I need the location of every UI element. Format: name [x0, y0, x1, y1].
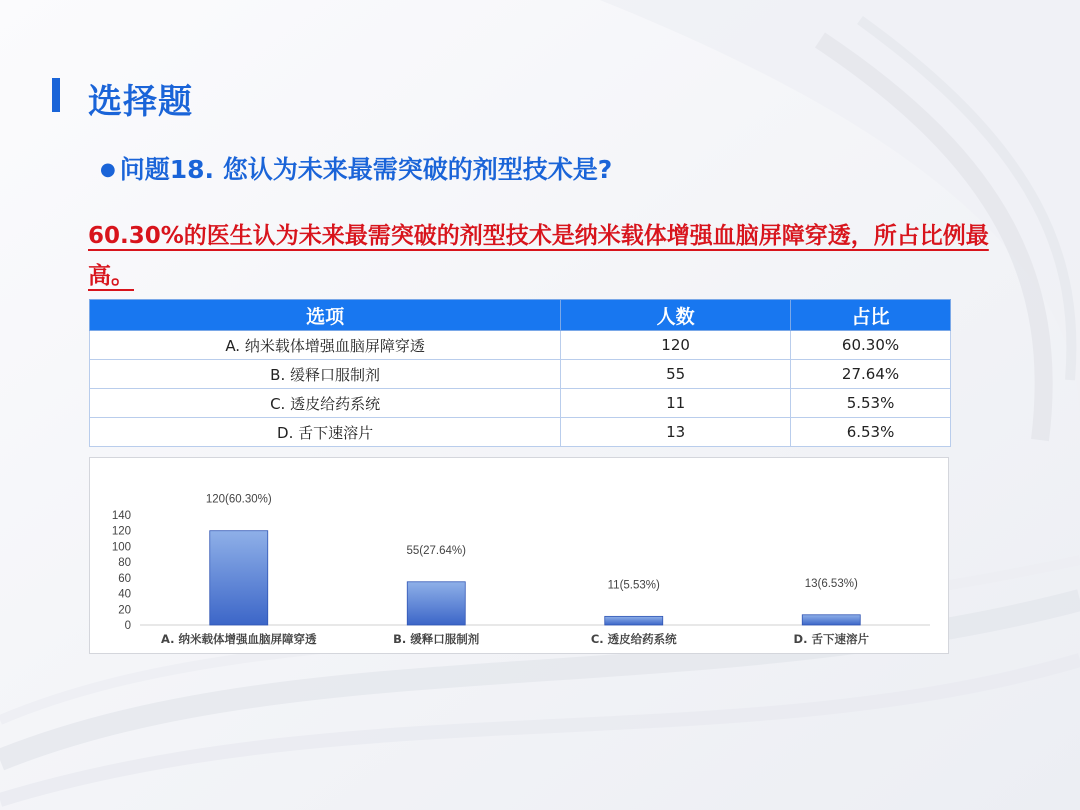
- cell-ratio: 27.64%: [791, 360, 951, 389]
- x-tick-label: C. 透皮给药系统: [590, 632, 677, 646]
- table-row: [90, 331, 951, 360]
- x-tick-label: A. 纳米载体增强血脑屏障穿透: [161, 632, 317, 646]
- y-tick-label: 0: [124, 620, 131, 632]
- bullet-icon: ●: [100, 159, 116, 180]
- section-title-marker: [52, 78, 60, 112]
- cell-option: C. 透皮给药系统: [90, 389, 561, 418]
- question-text: [100, 150, 612, 186]
- y-tick-label: 40: [118, 588, 131, 601]
- y-tick-label: 100: [111, 541, 131, 554]
- cell-ratio: 60.30%: [791, 331, 951, 360]
- header-option: 选项: [90, 300, 561, 331]
- results-table: [89, 299, 951, 447]
- header-count: 人数: [561, 300, 791, 331]
- question-label: 问题18. 您认为未来最需突破的剂型技术是?: [119, 155, 613, 184]
- bar-data-label: 55(27.64%): [406, 544, 466, 557]
- y-tick-label: 120: [111, 525, 131, 538]
- bar: [605, 616, 663, 625]
- y-tick-label: 80: [118, 557, 131, 570]
- cell-count: 120: [561, 331, 791, 360]
- header-ratio: 占比: [791, 300, 951, 331]
- bar-chart-canvas: [90, 458, 948, 653]
- cell-count: 13: [561, 418, 791, 447]
- cell-option: A. 纳米载体增强血脑屏障穿透: [90, 331, 561, 360]
- y-tick-label: 140: [111, 510, 131, 522]
- cell-count: 55: [561, 360, 791, 389]
- x-tick-label: B. 缓释口服制剂: [393, 632, 480, 646]
- cell-ratio: 6.53%: [791, 418, 951, 447]
- bar: [210, 531, 268, 625]
- conclusion-label: 60.30%的医生认为未来最需突破的剂型技术是纳米载体增强血脑屏障穿透，所占比例最高。: [88, 223, 989, 289]
- bar: [407, 582, 465, 625]
- y-tick-label: 60: [118, 572, 131, 585]
- bar-data-label: 120(60.30%): [205, 493, 272, 506]
- table-row: [90, 360, 951, 389]
- table-header-row: [90, 300, 951, 331]
- cell-option: D. 舌下速溶片: [90, 418, 561, 447]
- y-tick-label: 20: [118, 604, 131, 617]
- conclusion-text: [88, 216, 1008, 296]
- table-row: [90, 389, 951, 418]
- bar-data-label: 13(6.53%): [804, 577, 858, 590]
- table-row: [90, 418, 951, 447]
- cell-ratio: 5.53%: [791, 389, 951, 418]
- bar-data-label: 11(5.53%): [607, 579, 660, 592]
- cell-count: 11: [561, 389, 791, 418]
- cell-option: B. 缓释口服制剂: [90, 360, 561, 389]
- section-title: 选择题: [88, 82, 193, 122]
- bar-chart: [89, 457, 949, 654]
- x-tick-label: D. 舌下速溶片: [793, 632, 869, 646]
- bar: [802, 615, 860, 625]
